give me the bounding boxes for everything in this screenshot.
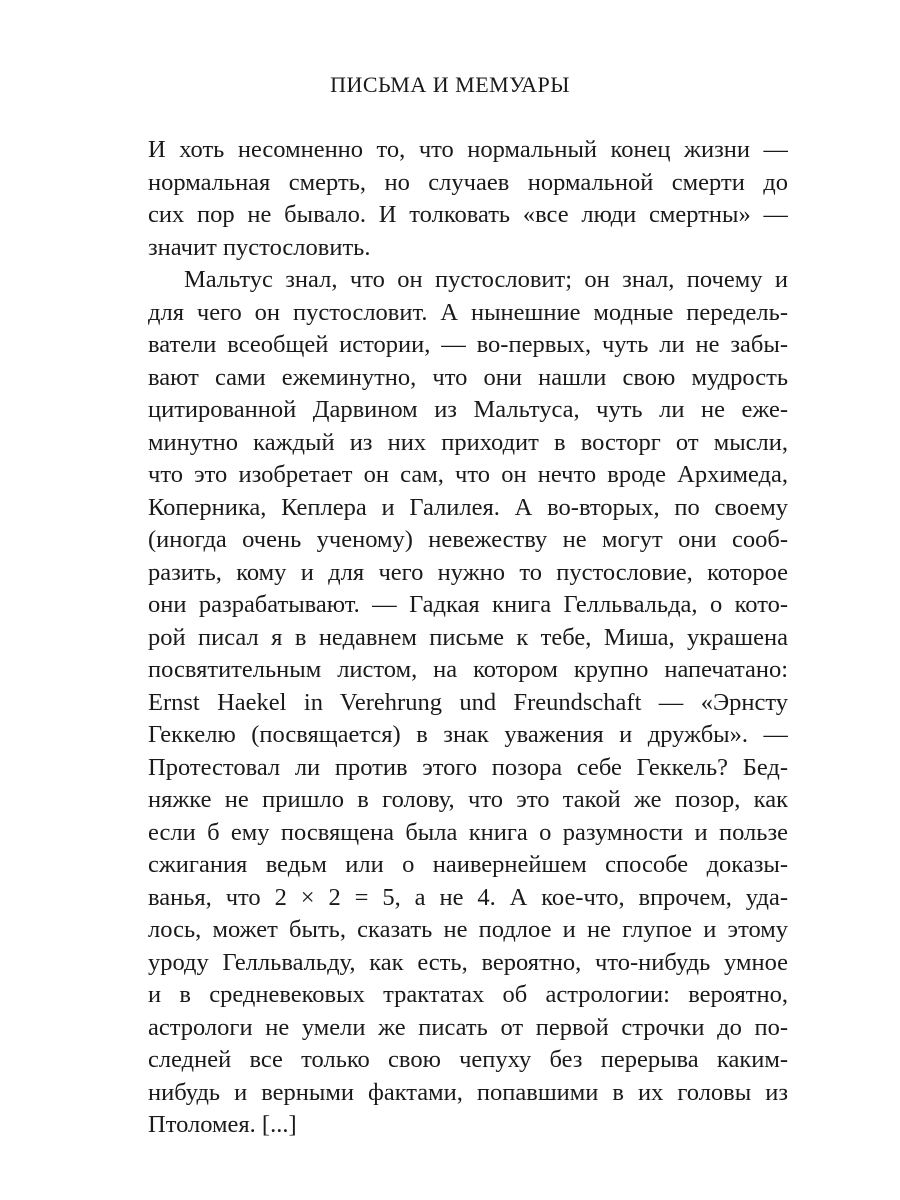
text-line: сих пор не бывало. И толковать «все люди смертны» — (148, 201, 788, 228)
text-line: минутно каждый из них приходит в восторг от мысли, (148, 428, 788, 456)
text-line: Птоломея. [...] (148, 1111, 297, 1138)
text-line: следней все только свою чепуху без перерыва каким- (148, 1046, 788, 1073)
text-line: нибудь и верными фактами, попавшими в их головы из (148, 1078, 788, 1106)
running-head: ПИСЬМА И МЕМУАРЫ (330, 72, 570, 97)
text-line: цитированной Дарвином из Мальтуса, чуть ли не еже- (148, 396, 788, 423)
text-line: няжке не пришло в голову, что это такой же позор, как (148, 786, 788, 813)
text-line: Коперника, Кеплера и Галилея. А во-вторых, по своему (148, 493, 788, 521)
text-line: Протестовал ли против этого позора себе Геккель? Бед- (148, 753, 788, 781)
text-line: вают сами ежеминутно, что они нашли свою мудрость (148, 363, 788, 391)
body-text (148, 134, 788, 1142)
text-line: значит пустословить. (148, 233, 371, 261)
text-line: разить, кому и для чего нужно то пустословие, которое (148, 558, 788, 586)
text-line: для чего он пустословит. А нынешние модные передель- (148, 298, 788, 326)
text-line: что это изобретает он сам, что он нечто вроде Архимеда, (148, 461, 788, 488)
text-line: Мальтус знал, что он пустословит; он знал, почему и (184, 266, 788, 293)
text-line: рой писал я в недавнем письме к тебе, Миша, украшена (148, 623, 788, 651)
text-line: они разрабатывают. — Гадкая книга Гелльвальда, о кото- (148, 591, 788, 618)
text-line: сжигания ведьм или о наивернейшем способе доказы- (148, 851, 788, 878)
text-line: И хоть несомненно то, что нормальный конец жизни — (148, 136, 788, 163)
text-line: ватели всеобщей истории, — во-первых, чуть ли не забы- (148, 331, 788, 358)
text-line: астрологи не умели же писать от первой строчки до по- (148, 1013, 788, 1041)
text-line: Ernst Haekel in Verehrung und Freundschaft — «Эрнсту (148, 688, 788, 716)
text-line: (иногда очень ученому) невежеству не могут они сооб- (148, 526, 788, 553)
text-line: и в средневековых трактатах об астрологии: вероятно, (148, 981, 788, 1008)
text-line: Геккелю (посвящается) в знак уважения и дружбы». — (148, 721, 788, 748)
text-line: посвятительным листом, на котором крупно напечатано: (148, 656, 788, 683)
text-line: лось, может быть, сказать не подлое и не глупое и этому (148, 916, 788, 943)
text-line: нормальная смерть, но случаев нормальной смерти до (148, 168, 788, 196)
text-line: если б ему посвящена была книга о разумности и пользе (148, 818, 788, 846)
text-line: уроду Гелльвальду, как есть, вероятно, что-нибудь умное (148, 948, 788, 976)
text-line: ванья, что 2 × 2 = 5, а не 4. А кое-что, впрочем, уда- (148, 883, 788, 911)
